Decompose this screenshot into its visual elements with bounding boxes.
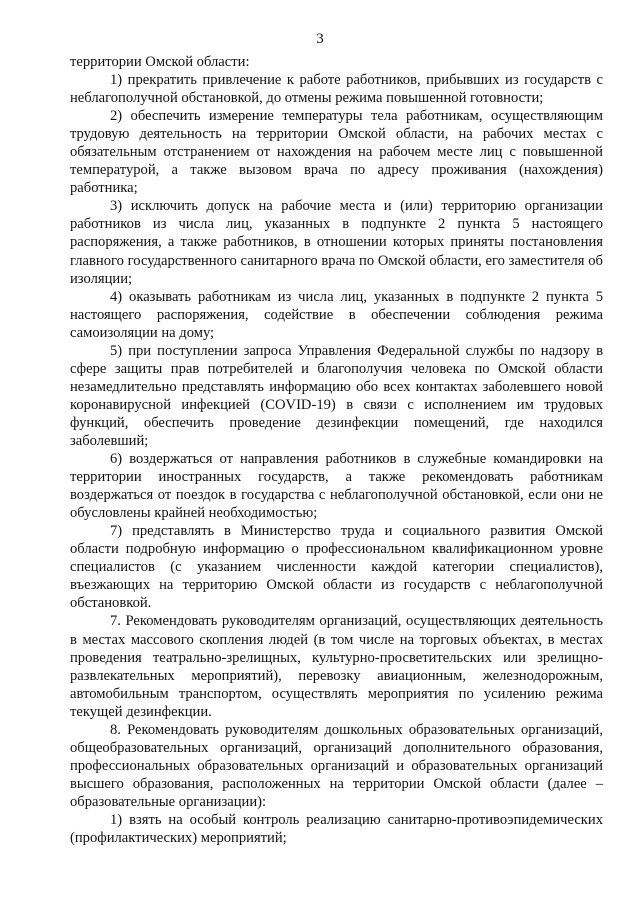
paragraph: 3) исключить допуск на рабочие места и (или) территорию организации работников из числа лиц, указанных в подпункте 2 пункта 5 настоящего распоряжения, а также работников, в отношении которых приняты постановления главного государственного санитарного врача по Омской области, его заместителя об изоляции;: [70, 198, 603, 287]
paragraph: территории Омской области:: [70, 54, 250, 70]
document-body: [70, 53, 603, 847]
paragraph: 5) при поступлении запроса Управления Федеральной службы по надзору в сфере защиты прав потребителей и благополучия человека по Омской области незамедлительно представлять информацию обо всех контактах заболевшего новой коронавирусной инфекцией (COVID-19) в связи с исполнением им трудовых функций, обеспечить проведение дезинфекции помещений, где находился заболевший;: [70, 342, 603, 449]
page-number: 3: [316, 31, 324, 47]
paragraph: 1) прекратить привлечение к работе работников, прибывших из государств с неблагополучной обстановкой, до отмены режима повышенной готовности;: [70, 72, 603, 107]
paragraph: 7. Рекомендовать руководителям организаций, осуществляющих деятельность в местах массового скопления людей (в том числе на торговых объектах, в местах проведения театрально-зрелищных, культурно-просветительских или зрелищно-развлекательных мероприятий), перевозку авиационным, железнодорожным, автомобильным транспортом, осуществлять мероприятия по усилению режима текущей дезинфекции.: [70, 613, 603, 720]
paragraph: 7) представлять в Министерство труда и социального развития Омской области подробную информацию о профессиональном квалификационном уровне специалистов (с указанием численности каждой категории специалистов), въезжающих на территорию Омской области из государств с неблагополучной обстановкой.: [70, 523, 603, 612]
paragraph: 2) обеспечить измерение температуры тела работникам, осуществляющим трудовую деятельность на территории Омской области, на рабочих местах с обязательным отстранением от нахождения на рабочем месте лиц с повышенной температурой, а также вызовом врача по адресу проживания (нахождения) работника;: [70, 108, 603, 197]
paragraph: 1) взять на особый контроль реализацию санитарно-противоэпидемических (профилактических) мероприятий;: [70, 811, 603, 847]
paragraph: 6) воздержаться от направления работников в служебные командировки на территории иностранных государств, а также рекомендовать работникам воздержаться от поездок в государства с неблагополучной обстановкой, если они не обусловлены крайней необходимостью;: [70, 451, 603, 522]
paragraph: 8. Рекомендовать руководителям дошкольных образовательных организаций, общеобразовательных организаций, организаций дополнительного образования, профессиональных образовательных организаций и образовательных организаций высшего образования, расположенных на территории Омской области (далее – образовательные организации):: [70, 721, 603, 810]
paragraph: 4) оказывать работникам из числа лиц, указанных в подпункте 2 пункта 5 настоящего распоряжения, содействие в обеспечении соблюдения режима самоизоляции на дому;: [70, 288, 603, 341]
